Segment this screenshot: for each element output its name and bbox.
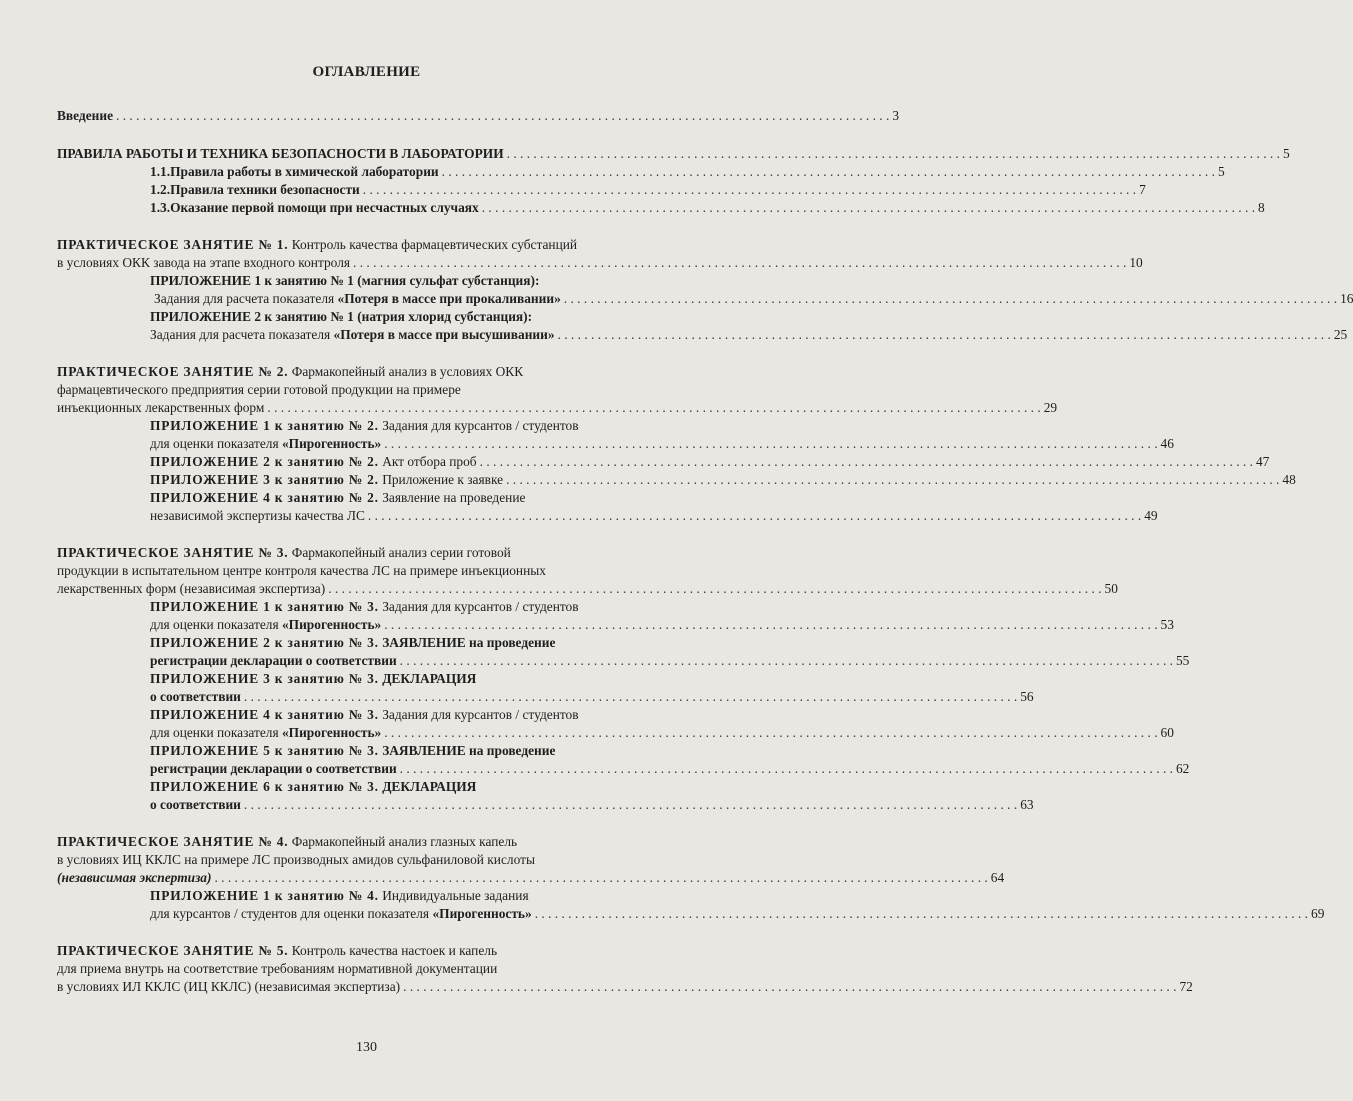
toc-page-number: 7 (1139, 182, 1146, 197)
toc-subentry[interactable] (150, 182, 1146, 198)
toc-entry-practice-5-cont[interactable] (57, 979, 1193, 995)
appendix-heading: ПРИЛОЖЕНИЕ 3 к занятию № 3. (150, 671, 379, 686)
appendix-text: Индивидуальные задания (382, 888, 529, 903)
appendix-text: для оценки показателя (150, 436, 282, 451)
toc-entry-practice-2-cont[interactable] (57, 400, 1058, 416)
lesson-heading: ПРАКТИЧЕСКОЕ ЗАНЯТИЕ № 2. (57, 364, 289, 379)
lesson-title: в условиях ИЦ ККЛС на примере ЛС производных амидов сульфаниловой кислоты (57, 852, 535, 867)
appendix-heading: ПРИЛОЖЕНИЕ 3 к занятию № 2. (150, 472, 379, 487)
toc-entry-label: Оказание первой помощи при несчастных случаях (170, 200, 479, 215)
appendix-text: Задания для расчета показателя (150, 327, 334, 342)
leader-dots (214, 870, 987, 886)
toc-entry-practice-1-cont[interactable] (57, 255, 1143, 271)
appendix-heading: ПРИЛОЖЕНИЕ 6 к занятию № 3. (150, 779, 379, 794)
appendix-bold: «Пирогенность» (281, 725, 382, 740)
leader-dots (480, 454, 1253, 470)
appendix-text: для оценки показателя (150, 617, 282, 632)
toc-appendix[interactable] (150, 761, 1190, 777)
lesson-title: Фармакопейный анализ в условиях ОКК (291, 364, 524, 379)
toc-entry-label: ПРАВИЛА РАБОТЫ И ТЕХНИКА БЕЗОПАСНОСТИ В ЛАБОРАТОРИИ (57, 146, 504, 161)
toc-page-number: 62 (1175, 761, 1190, 776)
toc-appendix-head[interactable] (150, 779, 476, 795)
lesson-title: в условиях ИЛ ККЛС (ИЦ ККЛС) (независимая экспертиза) (57, 979, 401, 994)
lesson-title: Контроль качества настоек и капель (291, 943, 498, 958)
section-number: 1.1. (150, 164, 171, 179)
page-number: 130 (356, 1040, 377, 1055)
toc-entry-practice-4[interactable] (57, 834, 517, 850)
leader-dots (267, 400, 1040, 416)
appendix-text: Задания для курсантов / студентов (382, 599, 579, 614)
leader-dots (384, 436, 1157, 452)
appendix-text: Задания для курсантов / студентов (382, 707, 579, 722)
appendix-heading: ПРИЛОЖЕНИЕ 2 к занятию № 2. (150, 454, 379, 469)
leader-dots (564, 291, 1337, 307)
appendix-text: Задания для курсантов / студентов (382, 418, 579, 433)
leader-dots (353, 255, 1126, 271)
appendix-heading: ПРИЛОЖЕНИЕ 4 к занятию № 3. (150, 707, 379, 722)
toc-appendix[interactable] (150, 327, 1348, 343)
toc-entry-practice-2[interactable] (57, 364, 523, 380)
appendix-text: Задания для расчета показателя (154, 291, 338, 306)
toc-page-number: 8 (1258, 200, 1265, 215)
appendix-bold: «Пирогенность» (432, 906, 532, 921)
lesson-heading: ПРАКТИЧЕСКОЕ ЗАНЯТИЕ № 1. (57, 237, 289, 252)
toc-subentry[interactable] (150, 164, 1225, 180)
toc-page-number: 50 (1104, 581, 1118, 596)
toc-page-number: 63 (1020, 797, 1034, 812)
appendix-heading: ПРИЛОЖЕНИЕ 1 к занятию № 2. (150, 418, 379, 433)
toc-appendix-head[interactable] (150, 743, 555, 759)
toc-appendix[interactable] (150, 508, 1158, 524)
appendix-text: для оценки показателя (150, 725, 282, 740)
toc-page-number: 55 (1175, 653, 1190, 668)
lesson-title: Фармакопейный анализ серии готовой (291, 545, 511, 560)
appendix-heading: ПРИЛОЖЕНИЕ 1 к занятию № 4. (150, 888, 379, 903)
appendix-bold: «Потеря в массе при высушивании» (333, 327, 555, 342)
toc-entry-label: Правила работы в химической лаборатории (170, 164, 439, 179)
appendix-text: Заявление на проведение (382, 490, 526, 505)
appendix-title: ПРИЛОЖЕНИЕ 2 к занятию № 1 (натрия хлорид субстанция): (150, 309, 533, 324)
toc-page-number: 3 (892, 108, 900, 123)
toc-page-number: 69 (1311, 906, 1325, 921)
toc-page-number: 60 (1160, 725, 1174, 740)
appendix-bold: «Потеря в массе при прокаливании» (337, 291, 561, 306)
lesson-title: для приема внутрь на соответствие требованиям нормативной документации (57, 961, 498, 976)
leader-dots (400, 761, 1173, 777)
toc-appendix-head[interactable] (150, 490, 525, 506)
lesson-title: лекарственных форм (независимая экспертиза) (57, 581, 326, 596)
appendix-heading: ПРИЛОЖЕНИЕ 2 к занятию № 3. (150, 635, 379, 650)
appendix-text: о соответствии (150, 689, 241, 704)
toc-page-number: 25 (1333, 327, 1348, 342)
section-number: 1.3. (150, 200, 171, 215)
leader-dots (244, 689, 1017, 705)
toc-appendix[interactable] (150, 454, 1270, 470)
appendix-heading: ПРИЛОЖЕНИЕ 1 к занятию № 3. (150, 599, 379, 614)
toc-appendix[interactable] (154, 291, 1353, 307)
appendix-heading: ПРИЛОЖЕНИЕ 4 к занятию № 2. (150, 490, 379, 505)
lesson-title: инъекционных лекарственных форм (57, 400, 265, 415)
leader-dots (442, 164, 1215, 180)
appendix-title: ПРИЛОЖЕНИЕ 1 к занятию № 1 (магния сульфат субстанция): (150, 273, 540, 288)
appendix-text: ЗАЯВЛЕНИЕ на проведение (382, 743, 556, 758)
leader-dots (368, 508, 1141, 524)
toc-appendix[interactable] (150, 617, 1174, 633)
appendix-text: регистрации декларации о соответствии (150, 653, 397, 668)
appendix-bold: «Пирогенность» (281, 617, 382, 632)
appendix-heading: ПРИЛОЖЕНИЕ 5 к занятию № 3. (150, 743, 379, 758)
toc-page-number: 29 (1043, 400, 1058, 415)
toc-entry-rules[interactable] (57, 146, 1290, 162)
lesson-title: в условиях ОКК завода на этапе входного контроля (57, 255, 351, 270)
toc-page-number: 53 (1160, 617, 1174, 632)
lesson-heading: ПРАКТИЧЕСКОЕ ЗАНЯТИЕ № 3. (57, 545, 289, 560)
appendix-text: о соответствии (150, 797, 241, 812)
appendix-text: ЗАЯВЛЕНИЕ на проведение (382, 635, 556, 650)
toc-page-number: 64 (990, 870, 1005, 885)
appendix-text: регистрации декларации о соответствии (150, 761, 397, 776)
toc-appendix[interactable] (150, 906, 1325, 922)
lesson-title: (независимая экспертиза) (57, 870, 212, 885)
toc-page-number: 5 (1217, 164, 1225, 179)
toc-page-number: 10 (1129, 255, 1143, 270)
appendix-text: независимой экспертизы качества ЛС (150, 508, 365, 523)
lesson-title: фармацевтического предприятия серии готовой продукции на примере (57, 382, 461, 397)
leader-dots (328, 581, 1101, 597)
toc-page-number: 49 (1144, 508, 1158, 523)
toc-appendix-head[interactable] (150, 418, 579, 434)
leader-dots (506, 472, 1279, 488)
toc-appendix-head[interactable] (150, 671, 476, 687)
leader-dots (403, 979, 1176, 995)
toc-title: ОГЛАВЛЕНИЕ (312, 64, 421, 80)
toc-entry-practice-4-cont[interactable] (57, 870, 1005, 886)
appendix-bold: «Пирогенность» (281, 436, 382, 451)
toc-entry-practice-1[interactable] (57, 237, 577, 253)
toc-appendix-head[interactable] (150, 888, 529, 904)
toc-appendix[interactable] (150, 689, 1034, 705)
leader-dots (482, 200, 1255, 216)
toc-subentry[interactable] (150, 200, 1265, 216)
toc-appendix[interactable] (150, 653, 1190, 669)
leader-dots (535, 906, 1308, 922)
leader-dots (507, 146, 1280, 162)
lesson-title: продукции в испытательном центре контроля качества ЛС на примере инъекционных (57, 563, 546, 578)
toc-entry-practice-3-cont[interactable] (57, 581, 1118, 597)
toc-appendix-head[interactable] (150, 707, 579, 723)
toc-page-number: 47 (1255, 454, 1270, 469)
leader-dots (558, 327, 1331, 343)
lesson-heading: ПРАКТИЧЕСКОЕ ЗАНЯТИЕ № 4. (57, 834, 289, 849)
toc-page-number: 72 (1179, 979, 1193, 994)
toc-entry-practice-3[interactable] (57, 545, 511, 561)
toc-appendix[interactable] (150, 472, 1296, 488)
toc-entry-practice-5[interactable] (57, 943, 497, 959)
toc-page-number: 16 (1340, 291, 1353, 306)
appendix-text: Приложение к заявке (382, 472, 504, 487)
leader-dots (400, 653, 1173, 669)
section-number: 1.2. (150, 182, 171, 197)
toc-appendix[interactable] (150, 725, 1174, 741)
appendix-text: для курсантов / студентов для оценки показателя (150, 906, 433, 921)
toc-entry-intro[interactable] (57, 108, 900, 124)
lesson-title: Контроль качества фармацевтических субстанций (291, 237, 578, 252)
lesson-heading: ПРАКТИЧЕСКОЕ ЗАНЯТИЕ № 5. (57, 943, 289, 958)
leader-dots (384, 725, 1157, 741)
leader-dots (116, 108, 889, 124)
leader-dots (384, 617, 1157, 633)
toc-page-number: 48 (1282, 472, 1296, 487)
appendix-text: ДЕКЛАРАЦИЯ (382, 671, 477, 686)
toc-appendix-head[interactable] (150, 635, 555, 651)
toc-appendix[interactable] (150, 436, 1174, 452)
toc-page-number: 46 (1160, 436, 1174, 451)
toc-appendix[interactable] (150, 797, 1034, 813)
toc-entry-label: Введение (57, 108, 114, 123)
leader-dots (244, 797, 1017, 813)
appendix-text: Акт отбора проб (382, 454, 477, 469)
leader-dots (363, 182, 1136, 198)
toc-appendix-head[interactable] (150, 599, 579, 615)
toc-entry-label: Правила техники безопасности (170, 182, 360, 197)
toc-page-number: 56 (1020, 689, 1034, 704)
toc-page-number: 5 (1282, 146, 1290, 161)
appendix-text: ДЕКЛАРАЦИЯ (382, 779, 477, 794)
lesson-title: Фармакопейный анализ глазных капель (291, 834, 518, 849)
